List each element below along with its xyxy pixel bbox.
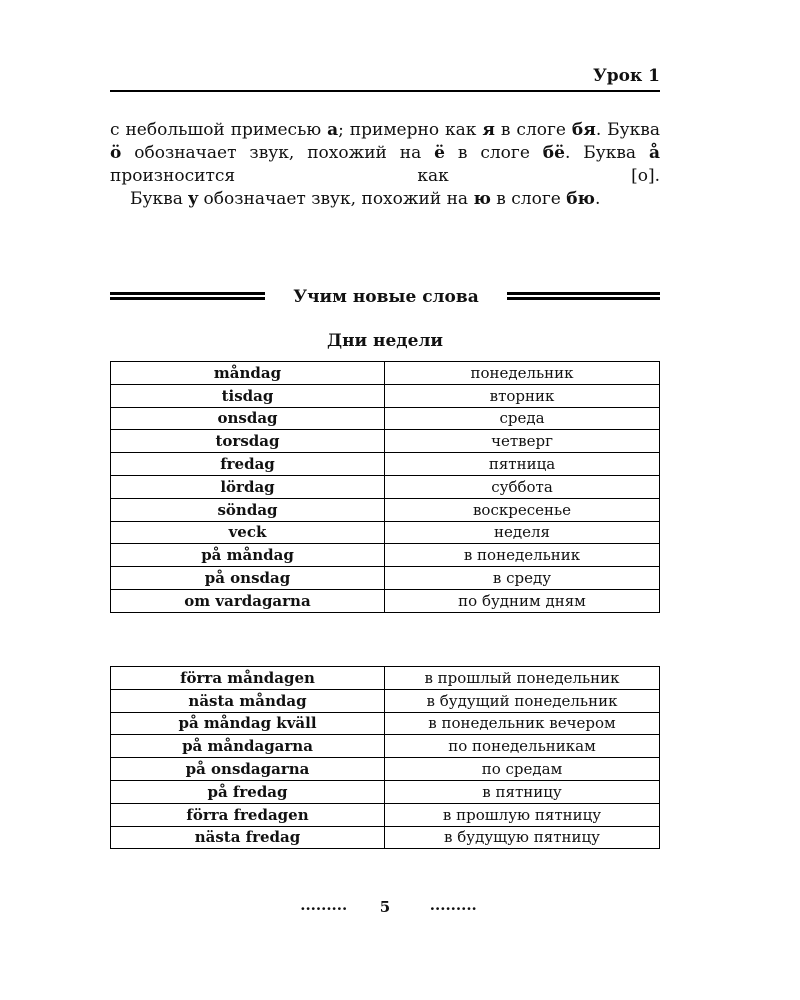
russian-translation: по будним дням: [385, 589, 660, 612]
swedish-term: söndag: [111, 498, 385, 521]
table-row: [111, 758, 660, 781]
swedish-term: lördag: [111, 475, 385, 498]
footer-ornament-left: .........: [300, 896, 348, 914]
text-run: обозначает звук, похожий на: [121, 143, 435, 163]
bold-text-run: бя: [571, 120, 596, 140]
table-row: [111, 407, 660, 430]
russian-translation: четверг: [385, 430, 660, 453]
table-row: [111, 803, 660, 826]
bold-text-run: å: [648, 143, 660, 163]
swedish-term: onsdag: [111, 407, 385, 430]
section-title: Учим новые слова: [293, 287, 479, 307]
russian-translation: в понедельник: [385, 544, 660, 567]
swedish-term: på onsdagarna: [111, 758, 385, 781]
table-row: [111, 667, 660, 690]
paragraph-1: [110, 119, 660, 188]
swedish-term: måndag: [111, 362, 385, 385]
table-row: [111, 544, 660, 567]
table-row: [111, 567, 660, 590]
running-header: Урок 1: [592, 66, 660, 86]
bold-text-run: бю: [566, 189, 595, 209]
text-run: Буква: [130, 189, 189, 209]
table-row: [111, 689, 660, 712]
paragraph-2: [110, 188, 660, 211]
text-run: обозначает звук, похожий на: [198, 189, 474, 209]
russian-translation: в прошлый понедельник: [385, 667, 660, 690]
swedish-term: tisdag: [111, 384, 385, 407]
swedish-term: på måndag: [111, 544, 385, 567]
table-row: [111, 735, 660, 758]
swedish-term: på fredag: [111, 780, 385, 803]
section-heading: [110, 285, 660, 309]
text-run: в слоге: [494, 120, 572, 140]
russian-translation: суббота: [385, 475, 660, 498]
text-run: в слоге: [444, 143, 543, 163]
table-row: [111, 453, 660, 476]
swedish-term: om vardagarna: [111, 589, 385, 612]
russian-translation: воскресенье: [385, 498, 660, 521]
table-row: [111, 430, 660, 453]
bold-text-run: бё: [542, 143, 565, 163]
swedish-term: på måndagarna: [111, 735, 385, 758]
header-rule: [110, 90, 660, 92]
russian-translation: пятница: [385, 453, 660, 476]
text-run: ; примерно как: [338, 120, 483, 140]
swedish-term: förra måndagen: [111, 667, 385, 690]
text-run: .: [595, 189, 601, 209]
table-row: [111, 521, 660, 544]
table-row: [111, 589, 660, 612]
russian-translation: в будущий понедельник: [385, 689, 660, 712]
vocabulary-table-phrases: [110, 666, 660, 849]
page-number: 5: [379, 898, 391, 916]
table-row: [111, 475, 660, 498]
swedish-term: torsdag: [111, 430, 385, 453]
russian-translation: по средам: [385, 758, 660, 781]
bold-text-run: y: [188, 189, 199, 209]
text-run: в слоге: [490, 189, 567, 209]
russian-translation: среда: [385, 407, 660, 430]
russian-translation: по понедельникам: [385, 735, 660, 758]
swedish-term: förra fredagen: [111, 803, 385, 826]
table-title: Дни недели: [326, 331, 444, 351]
swedish-term: nästa fredag: [111, 826, 385, 849]
swedish-term: nästa måndag: [111, 689, 385, 712]
russian-translation: неделя: [385, 521, 660, 544]
text-run: . Буква: [564, 143, 649, 163]
russian-translation: в пятницу: [385, 780, 660, 803]
russian-translation: понедельник: [385, 362, 660, 385]
bold-text-run: а: [327, 120, 339, 140]
swedish-term: på måndag kväll: [111, 712, 385, 735]
decorative-rule-right: [507, 292, 660, 302]
text-run: с небольшой примесью: [110, 120, 328, 140]
swedish-term: veck: [111, 521, 385, 544]
russian-translation: в будущую пятницу: [385, 826, 660, 849]
vocabulary-table-days: [110, 361, 660, 613]
bold-text-run: ё: [434, 143, 445, 163]
bold-text-run: ö: [110, 143, 122, 163]
body-text: [110, 119, 660, 211]
text-run: . Буква: [595, 120, 660, 140]
text-run: произносится как [о].: [110, 166, 660, 186]
footer-ornament-right: .........: [429, 896, 477, 914]
table-row: [111, 498, 660, 521]
swedish-term: på onsdag: [111, 567, 385, 590]
table-row: [111, 780, 660, 803]
bold-text-run: ю: [473, 189, 491, 209]
bold-text-run: я: [482, 120, 495, 140]
swedish-term: fredag: [111, 453, 385, 476]
page-footer: [110, 896, 660, 916]
table-row: [111, 362, 660, 385]
russian-translation: вторник: [385, 384, 660, 407]
russian-translation: в прошлую пятницу: [385, 803, 660, 826]
decorative-rule-left: [110, 292, 265, 302]
table-row: [111, 712, 660, 735]
table-row: [111, 384, 660, 407]
table-row: [111, 826, 660, 849]
russian-translation: в среду: [385, 567, 660, 590]
russian-translation: в понедельник вечером: [385, 712, 660, 735]
